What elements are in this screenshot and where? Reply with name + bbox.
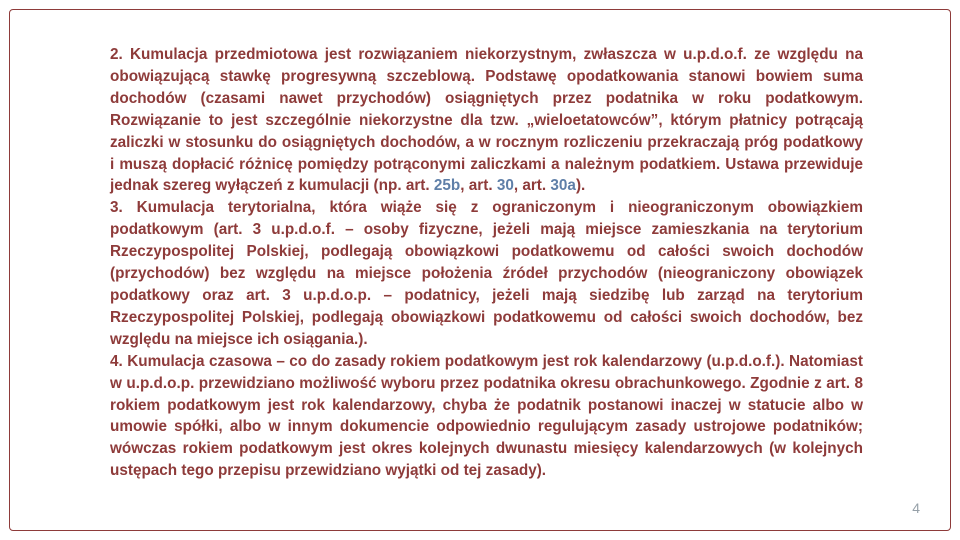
paragraph xyxy=(110,197,863,350)
text-run: 2. Kumulacja przedmiotowa jest rozwiązaniem niekorzystnym, zwłaszcza w u.p.d.o.f. ze względu na obowiązującą stawkę progresywną szczeblową. Podstawę opodatkowania stanowi bowiem suma dochodów (czasami nawet przychodów) osiągniętych przez podatnika w roku podatkowym. Rozwiązanie to jest szczególnie niekorzystne dla tzw. „wieloetatowców”, którym płatnicy potrącają zaliczki w stosunku do osiągniętych dochodów, a w rocznym rozliczeniu przekraczają próg podatkowy i muszą dopłacić różnicę pomiędzy potrąconymi zaliczkami a należnym podatkiem. Ustawa przewiduje jednak szereg wyłączeń z kumulacji (np. art. xyxy=(110,46,863,195)
text-run: , art. xyxy=(460,177,497,195)
paragraph xyxy=(110,351,863,482)
text-run: 3. Kumulacja terytorialna, która wiąże się z ograniczonym i nieograniczonym obowiązkiem podatkowym (art. 3 u.p.d.o.f. – osoby fizyczne, jeżeli mają miejsce zamieszkania na terytorium Rzeczypospolitej Polskiej, podlegają obowiązkowi podatkowemu od całości swoich dochodów (przychodów) bez względu na miejsce położenia źródeł przychodów (nieograniczony obowiązek podatkowy oraz art. 3 u.p.d.o.p. – podatnicy, jeżeli mają siedzibę lub zarząd na terytorium Rzeczypospolitej Polskiej, podlegają obowiązkowi podatkowemu od całości swoich dochodów, bez względu na miejsce ich osiągania.). xyxy=(110,199,863,348)
text-block xyxy=(110,44,863,482)
article-reference-link[interactable]: 30 xyxy=(496,177,514,195)
text-run: , art. xyxy=(513,177,551,195)
text-run: 4. Kumulacja czasowa – co do zasady rokiem podatkowym jest rok kalendarzowy (u.p.d.o.f.). Natomiast w u.p.d.o.p. przewidziano możliwość wyboru przez podatnika okresu obrachunkowego. Zgodnie z art. 8 rokiem podatkowym jest rok kalendarzowy, chyba że podatnik postanowi inaczej w statucie albo w umowie spółki, albo w innym dokumencie odpowiednio regulującym zasady ustrojowe podatników; wówczas rokiem podatkowym jest okres kolejnych dwunastu miesięcy kalendarzowych (w kolejnych ustępach tego przepisu przewidziano wyjątki od tej zasady). xyxy=(110,352,863,480)
article-reference-link[interactable]: 25b xyxy=(433,177,461,195)
article-reference-link[interactable]: 30a xyxy=(550,177,576,195)
paragraph xyxy=(110,44,863,197)
page-number: 4 xyxy=(912,500,920,516)
text-run: ). xyxy=(575,177,586,195)
